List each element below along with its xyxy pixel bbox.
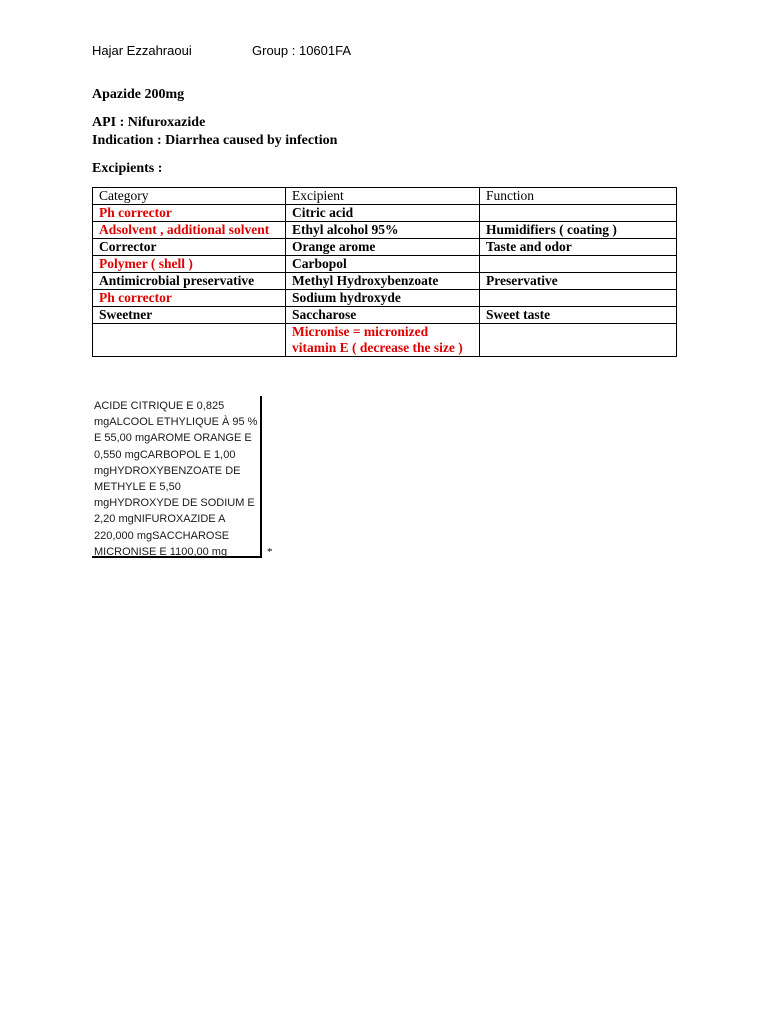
category-cell: Adsolvent , additional solvent	[93, 222, 286, 239]
indication-line: Indication : Diarrhea caused by infection	[92, 133, 338, 148]
author-name: Hajar Ezzahraoui	[92, 43, 192, 58]
excipient-cell: Citric acid	[286, 205, 480, 222]
excipient-cell: Micronise = micronized vitamin E ( decrease the size )	[286, 324, 480, 357]
group-label: Group : 10601FA	[252, 43, 352, 58]
composition-line: 0,550 mgCARBOPOL E 1,00	[94, 448, 236, 461]
function-cell	[480, 324, 677, 357]
excipients-table	[92, 187, 677, 357]
table-row	[93, 324, 677, 357]
excipient-cell: Ethyl alcohol 95%	[286, 222, 480, 239]
category-cell: Sweetner	[93, 307, 286, 324]
function-cell: Humidifiers ( coating )	[480, 222, 677, 239]
composition-line: mgHYDROXYBENZOATE DE	[94, 464, 241, 477]
composition-line: METHYLE E 5,50	[94, 481, 181, 494]
table-row	[93, 205, 677, 222]
header-function: Function	[480, 188, 677, 205]
excipient-cell: Sodium hydroxyde	[286, 290, 480, 307]
header-category: Category	[93, 188, 286, 205]
composition-line: MICRONISE E 1100,00 mg	[94, 545, 228, 558]
composition-line: mgALCOOL ETHYLIQUE À 95 %	[94, 416, 258, 429]
category-cell: Polymer ( shell )	[93, 256, 286, 273]
composition-line: ACIDE CITRIQUE E 0,825	[94, 400, 225, 412]
function-cell: Taste and odor	[480, 239, 677, 256]
composition-line: E 55,00 mgAROME ORANGE E	[94, 432, 252, 445]
composition-line: 2,20 mgNIFUROXAZIDE A	[94, 513, 226, 526]
category-cell: Corrector	[93, 239, 286, 256]
composition-line: 220,000 mgSACCHAROSE	[94, 529, 230, 542]
excipient-cell: Saccharose	[286, 307, 480, 324]
category-cell: Ph corrector	[93, 205, 286, 222]
table-row	[93, 290, 677, 307]
table-row	[93, 256, 677, 273]
category-cell	[93, 324, 286, 357]
api-line: API : Nifuroxazide	[92, 115, 206, 130]
composition-excerpt	[92, 396, 262, 558]
table-header-row	[93, 188, 677, 205]
function-cell	[480, 290, 677, 307]
category-cell: Ph corrector	[93, 290, 286, 307]
excipients-heading: Excipients :	[92, 161, 163, 176]
table-row	[93, 239, 677, 256]
function-cell	[480, 205, 677, 222]
excipient-cell: Methyl Hydroxybenzoate	[286, 273, 480, 290]
table-row	[93, 273, 677, 290]
function-cell: Sweet taste	[480, 307, 677, 324]
table-row	[93, 307, 677, 324]
table-row	[93, 222, 677, 239]
function-cell	[480, 256, 677, 273]
function-cell: Preservative	[480, 273, 677, 290]
composition-line: mgHYDROXYDE DE SODIUM E	[94, 497, 255, 510]
excipient-cell: Orange arome	[286, 239, 480, 256]
excipient-cell: Carbopol	[286, 256, 480, 273]
category-cell: Antimicrobial preservative	[93, 273, 286, 290]
header-excipient: Excipient	[286, 188, 480, 205]
drug-title: Apazide 200mg	[92, 87, 185, 102]
footnote-asterisk: *	[267, 546, 273, 558]
